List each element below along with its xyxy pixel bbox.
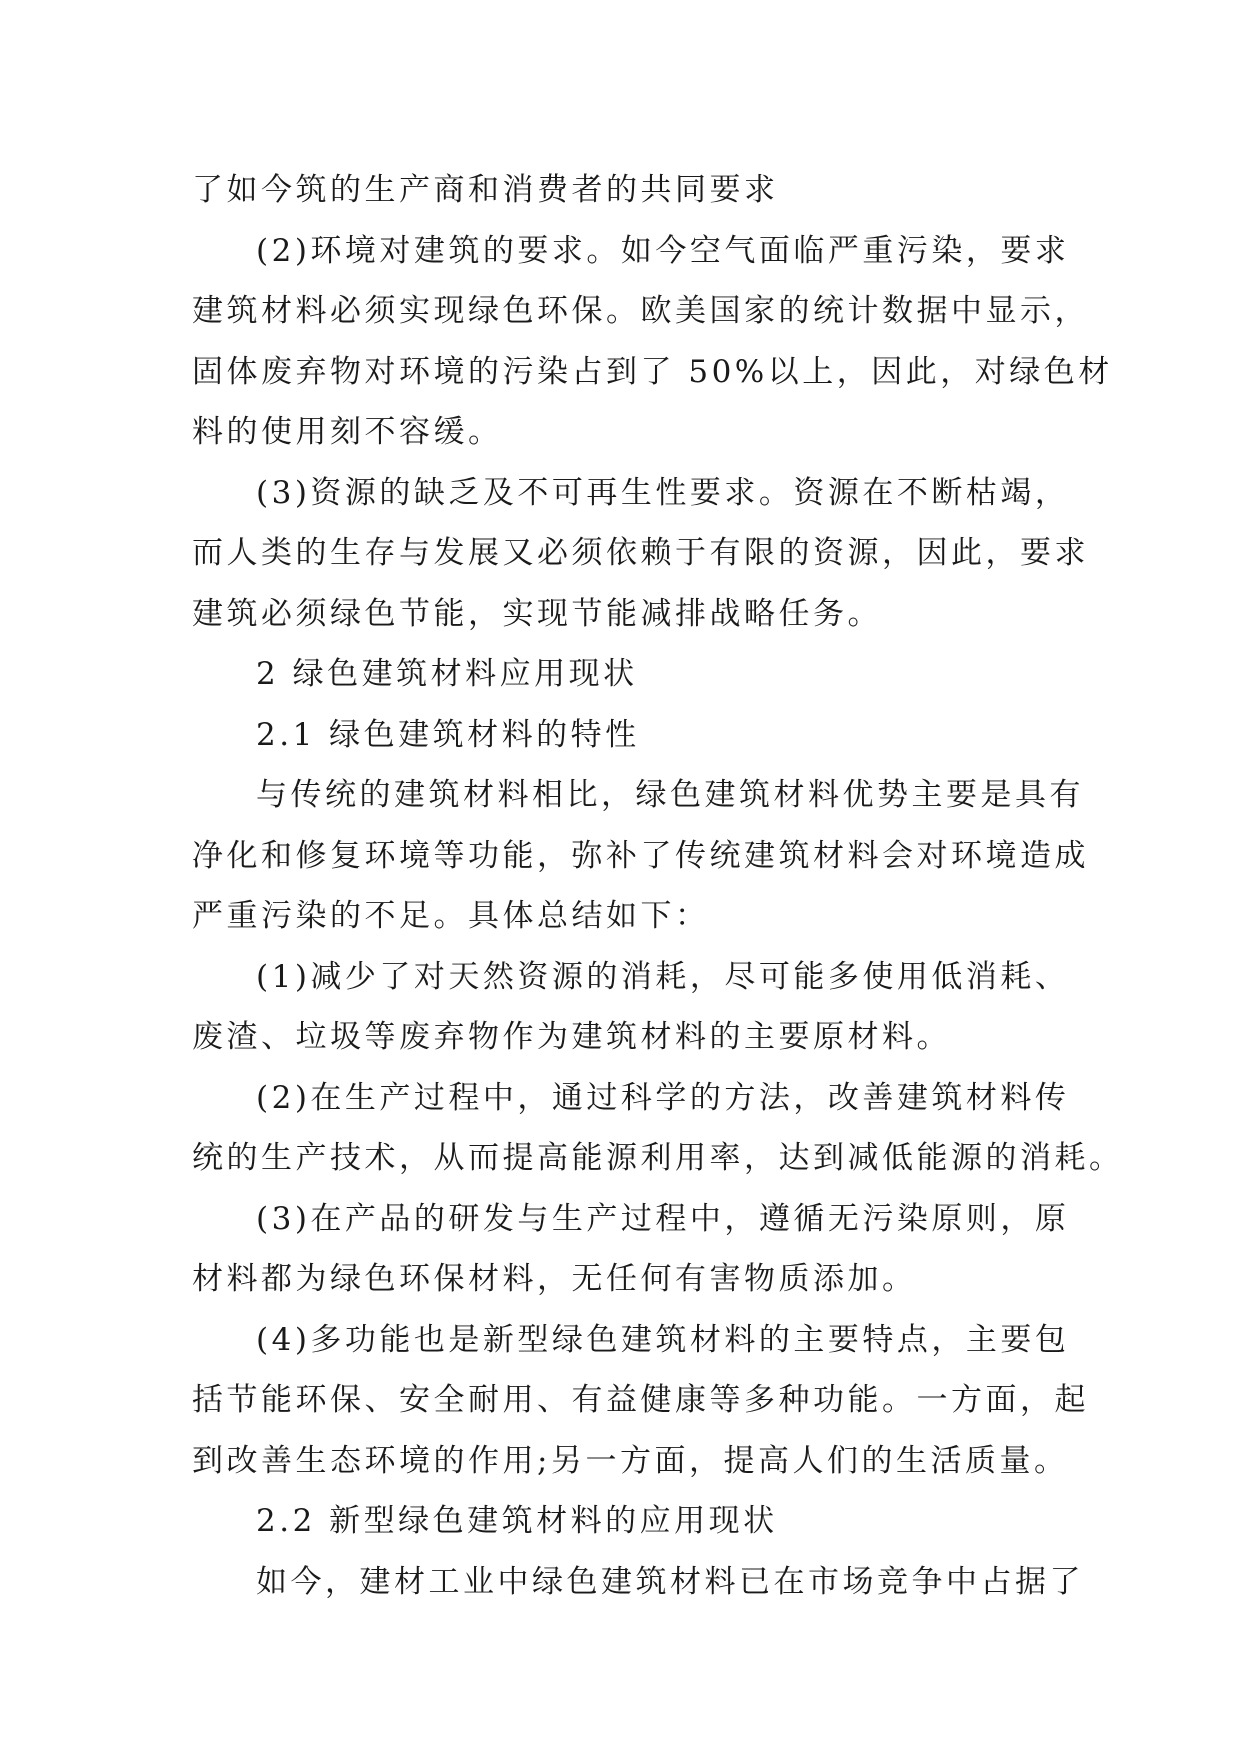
text-line: 净化和修复环境等功能，弥补了传统建筑材料会对环境造成 (192, 837, 1089, 874)
text-line: (4)多功能也是新型绿色建筑材料的主要特点，主要包 (256, 1321, 1070, 1358)
text-line: 如今，建材工业中绿色建筑材料已在市场竞争中占据了 (256, 1563, 1084, 1600)
subsection-heading: 2.1 绿色建筑材料的特性 (256, 716, 640, 753)
text-line: 严重污染的不足。具体总结如下： (192, 898, 710, 934)
text-line: 括节能环保、安全耐用、有益健康等多种功能。一方面，起 (192, 1382, 1089, 1418)
text-line: (3)资源的缺乏及不可再生性要求。资源在不断枯竭， (256, 474, 1070, 511)
text-line: 统的生产技术，从而提高能源利用率，达到减低能源的消耗。 (192, 1140, 1124, 1176)
section-heading: 2 绿色建筑材料应用现状 (256, 656, 638, 692)
text-line: 到改善生态环境的作用;另一方面，提高人们的生活质量。 (192, 1442, 1069, 1479)
text-line: 废渣、垃圾等废弃物作为建筑材料的主要原材料。 (192, 1019, 951, 1055)
text-line: 料的使用刻不容缓。 (192, 414, 503, 450)
text-line: 了如今筑的生产商和消费者的共同要求 (192, 172, 779, 208)
text-line: (1)减少了对天然资源的消耗，尽可能多使用低消耗、 (256, 958, 1070, 995)
text-line: 建筑材料必须实现绿色环保。欧美国家的统计数据中显示， (192, 293, 1089, 329)
text-line: (2)环境对建筑的要求。如今空气面临严重污染，要求 (256, 232, 1070, 269)
text-line: 建筑必须绿色节能，实现节能减排战略任务。 (192, 595, 882, 632)
text-line: 而人类的生存与发展又必须依赖于有限的资源，因此，要求 (192, 535, 1089, 571)
subsection-heading: 2.2 新型绿色建筑材料的应用现状 (256, 1503, 778, 1539)
body-text (192, 160, 1124, 1612)
text-line: (3)在产品的研发与生产过程中，遵循无污染原则，原 (256, 1200, 1070, 1237)
text-line: 与传统的建筑材料相比，绿色建筑材料优势主要是具有 (256, 777, 1084, 813)
text-line: 固体废弃物对环境的污染占到了 50%以上，因此，对绿色材 (192, 353, 1113, 390)
text-line: (2)在生产过程中，通过科学的方法，改善建筑材料传 (256, 1079, 1070, 1116)
text-line: 材料都为绿色环保材料，无任何有害物质添加。 (192, 1261, 917, 1297)
